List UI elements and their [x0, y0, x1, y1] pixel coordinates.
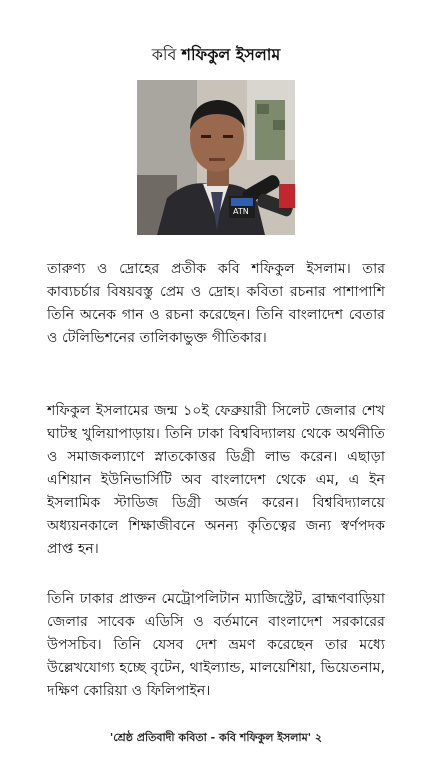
- paragraph-intro: তারুণ্য ও দ্রোহের প্রতীক কবি শফিকুল ইসলাম। তার কাব্যচর্চার বিষয়বস্তু প্রেম ও দ্রোহ। কবিতা রচনার পাশাপাশি তিনি অনেক গান ও রচনা করেছেন। তিনি বাংলাদেশ বেতার ও টেলিভিশনের তালিকাভুক্ত গীতিকার।: [47, 261, 385, 346]
- paragraph-education: শফিকুল ইসলামের জন্ম ১০ই ফেব্রুয়ারী সিলেট জেলার শেখ ঘাটস্থ খুলিয়াপাড়ায়। তিনি ঢাকা বিশ্ববিদ্যালয় থেকে অর্থনীতি ও সমাজকল্যাণে স্নাতকোত্তর ডিগ্রী লাভ করেন। এছাড়া এশিয়ান ইউনিভার্সিটি অব বাংলাদেশ থেকে এম, এ ইন ইসলামিক স্টাডিজ ডিগ্রী অর্জন করেন। বিশ্ববিদ্যালয়ে অধ্যয়নকালে শিক্ষাজীবনে অনন্য কৃতিত্বের জন্য স্বর্ণপদক প্রাপ্ত হন।: [47, 403, 385, 557]
- poet-name: শফিকুল ইসলাম: [181, 45, 281, 64]
- title-prefix: কবি: [151, 45, 177, 64]
- page-footer: 'শ্রেষ্ঠ প্রতিবাদী কবিতা - কবি শফিকুল ইসলাম' ২: [109, 731, 323, 744]
- page-title: [0, 44, 432, 66]
- paragraph-career: তিনি ঢাকার প্রাক্তন মেট্রোপলিটান ম্যাজিস্ট্রেট, ব্রাহ্মণবাড়িয়া জেলার সাবেক এডিসি ও বর্তমানে বাংলাদেশ সরকারের উপসচিব। তিনি যেসব দেশ ভ্রমণ করেছেন তার মধ্যে উল্লেখযোগ্য হচ্ছে বৃটেন, থাইল্যান্ড, মালয়েশিয়া, ভিয়েতনাম, দক্ষিণ কোরিয়া ও ফিলিপাইন।: [47, 591, 385, 699]
- mic-label: ATN: [233, 207, 249, 216]
- poet-photo: [137, 80, 295, 235]
